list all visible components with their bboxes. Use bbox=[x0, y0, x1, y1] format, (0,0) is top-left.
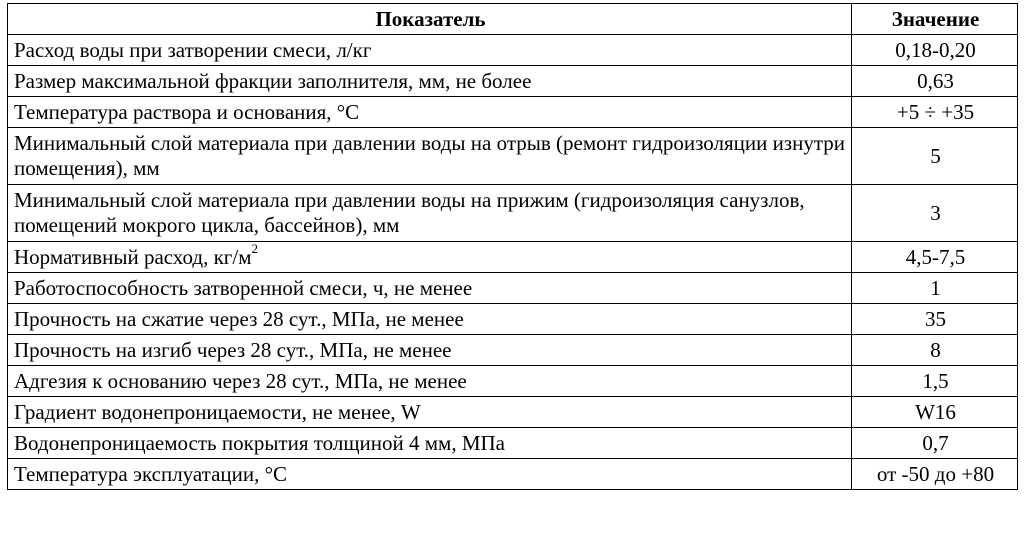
row-param: Работоспособность затворенной смеси, ч, не менее bbox=[8, 273, 852, 304]
table-row bbox=[8, 185, 1018, 242]
table-header-row bbox=[8, 4, 1018, 35]
row-value: 0,18-0,20 bbox=[852, 35, 1018, 66]
table-row bbox=[8, 397, 1018, 428]
table-row bbox=[8, 66, 1018, 97]
row-value: 0,7 bbox=[852, 428, 1018, 459]
table-row bbox=[8, 304, 1018, 335]
table-row bbox=[8, 459, 1018, 490]
table-row bbox=[8, 366, 1018, 397]
table-row bbox=[8, 428, 1018, 459]
column-header-value: Значение bbox=[852, 4, 1018, 35]
row-param: Прочность на изгиб через 28 сут., МПа, не менее bbox=[8, 335, 852, 366]
row-param: Температура эксплуатации, °С bbox=[8, 459, 852, 490]
row-value: от -50 до +80 bbox=[852, 459, 1018, 490]
table-row bbox=[8, 335, 1018, 366]
column-header-param: Показатель bbox=[8, 4, 852, 35]
row-value: 5 bbox=[852, 128, 1018, 185]
unit-superscript: 2 bbox=[251, 240, 259, 256]
row-param: Градиент водонепроницаемости, не менее, W bbox=[8, 397, 852, 428]
row-value: 3 bbox=[852, 185, 1018, 242]
row-value: +5 ÷ +35 bbox=[852, 97, 1018, 128]
spec-table bbox=[7, 3, 1018, 490]
row-param-text: Нормативный расход, кг/м bbox=[14, 244, 252, 269]
row-value: 8 bbox=[852, 335, 1018, 366]
row-param: Температура раствора и основания, °С bbox=[8, 97, 852, 128]
table-row bbox=[8, 128, 1018, 185]
row-param: Адгезия к основанию через 28 сут., МПа, не менее bbox=[8, 366, 852, 397]
row-param: Водонепроницаемость покрытия толщиной 4 мм, МПа bbox=[8, 428, 852, 459]
row-value: W16 bbox=[852, 397, 1018, 428]
table-row bbox=[8, 97, 1018, 128]
row-value: 4,5-7,5 bbox=[852, 242, 1018, 273]
row-param: Прочность на сжатие через 28 сут., МПа, не менее bbox=[8, 304, 852, 335]
row-value: 1 bbox=[852, 273, 1018, 304]
row-param bbox=[8, 242, 852, 273]
table-row bbox=[8, 273, 1018, 304]
row-param: Минимальный слой материала при давлении воды на отрыв (ремонт гидроизоляции изнутри помещения), мм bbox=[8, 128, 852, 185]
row-value: 35 bbox=[852, 304, 1018, 335]
row-value: 1,5 bbox=[852, 366, 1018, 397]
row-param: Размер максимальной фракции заполнителя, мм, не более bbox=[8, 66, 852, 97]
table-row bbox=[8, 242, 1018, 273]
row-param: Минимальный слой материала при давлении воды на прижим (гидроизоляция санузлов, помещений мокрого цикла, бассейнов), мм bbox=[8, 185, 852, 242]
table-row bbox=[8, 35, 1018, 66]
row-param: Расход воды при затворении смеси, л/кг bbox=[8, 35, 852, 66]
row-value: 0,63 bbox=[852, 66, 1018, 97]
